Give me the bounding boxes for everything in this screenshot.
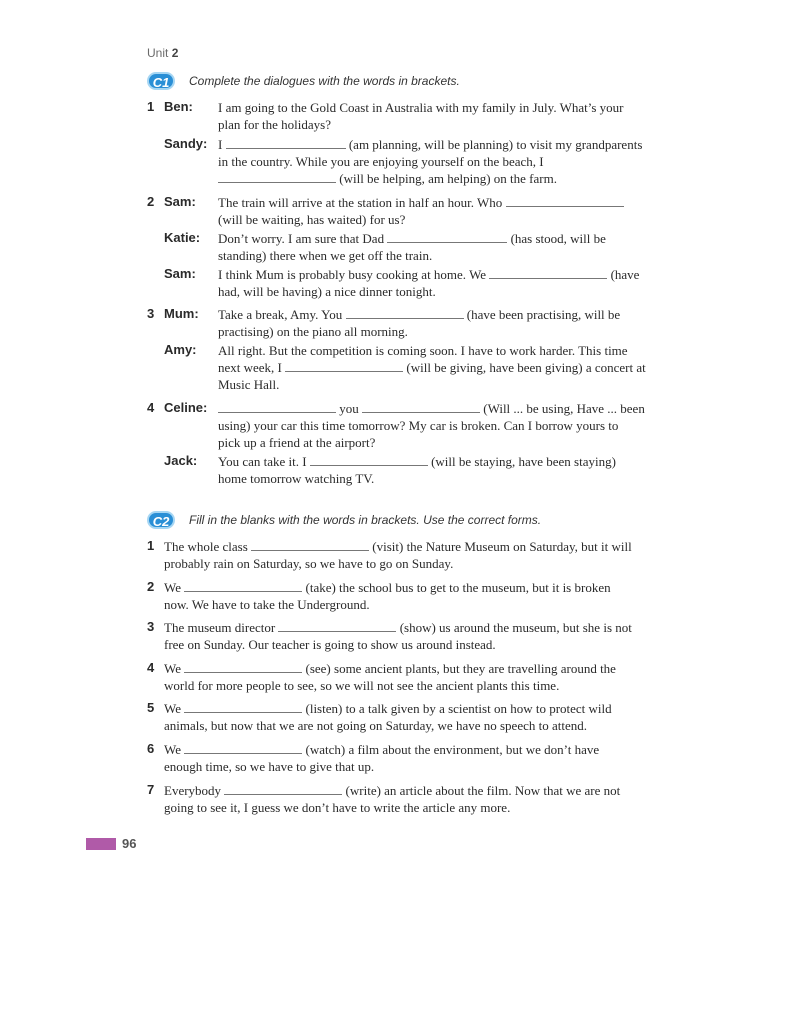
answer-blank[interactable] [184, 700, 302, 713]
dialogue-line: using) your car this time tomorrow? My car is broken. Can I borrow yours to [218, 418, 619, 433]
c2-item-number: 2 [147, 579, 155, 594]
exercise-line: The whole class (visit) the Nature Museum on Saturday, but it will [164, 539, 632, 554]
answer-blank[interactable] [489, 266, 607, 279]
exercise-line: We (take) the school bus to get to the museum, but it is broken [164, 580, 611, 595]
exercise-line: The museum director (show) us around the museum, but she is not [164, 620, 632, 635]
answer-blank[interactable] [362, 400, 480, 413]
answer-blank[interactable] [218, 400, 336, 413]
answer-blank[interactable] [506, 194, 624, 207]
speaker-mum: Mum: [164, 306, 199, 321]
speaker-katie: Katie: [164, 230, 201, 245]
dialogue-line: practising) on the piano all morning. [218, 324, 408, 339]
dialogue-line: had, will be having) a nice dinner tonight. [218, 284, 436, 299]
exercise-line: We (listen) to a talk given by a scientist on how to protect wild [164, 701, 612, 716]
dialogue-line: (will be helping, am helping) on the farm. [218, 170, 557, 187]
answer-blank[interactable] [285, 359, 403, 372]
speaker-sam: Sam: [164, 194, 196, 209]
dialogue-line: home tomorrow watching TV. [218, 471, 375, 486]
c2-instruction: Fill in the blanks with the words in brackets. Use the correct forms. [189, 513, 542, 527]
speaker-sam: Sam: [164, 266, 196, 281]
exercise-line: enough time, so we have to give that up. [164, 759, 375, 774]
dialogue-line: Take a break, Amy. You (have been practising, will be [218, 307, 621, 322]
answer-blank[interactable] [226, 136, 346, 149]
speaker-ben: Ben: [164, 99, 193, 114]
speaker-sandy: Sandy: [164, 136, 208, 151]
c1-item-number: 1 [147, 99, 155, 114]
dialogue-line: I am going to the Gold Coast in Australia with my family in July. What’s your [218, 100, 624, 115]
c2-item-number: 4 [147, 660, 155, 675]
answer-blank[interactable] [251, 538, 369, 551]
c2-item-number: 5 [147, 700, 155, 715]
dialogue-line: Music Hall. [218, 377, 280, 392]
speaker-celine: Celine: [164, 400, 208, 415]
dialogue-line: I think Mum is probably busy cooking at home. We (have [218, 267, 640, 282]
speaker-jack: Jack: [164, 453, 198, 468]
dialogue-line: You can take it. I (will be staying, have been staying) [218, 454, 616, 469]
dialogue-line: I (am planning, will be planning) to visit my grandparents [218, 137, 643, 152]
page-accent-bar [86, 838, 116, 850]
unit-heading [147, 46, 178, 60]
answer-blank[interactable] [310, 453, 428, 466]
answer-blank[interactable] [346, 306, 464, 319]
dialogue-line: plan for the holidays? [218, 117, 331, 132]
speaker-amy: Amy: [164, 342, 197, 357]
dialogue-line: standing) there when we get off the train. [218, 248, 433, 263]
dialogue-line: next week, I (will be giving, have been giving) a concert at [218, 360, 646, 375]
exercise-line: animals, but now that we are not going on Saturday, we have no speech to attend. [164, 718, 587, 733]
dialogue-line: Don’t worry. I am sure that Dad (has stood, will be [218, 231, 606, 246]
c1-item-number: 3 [147, 306, 155, 321]
c1-badge: C1 [147, 72, 175, 90]
c2-item-number: 7 [147, 782, 155, 797]
exercise-line: We (watch) a film about the environment, but we don’t have [164, 742, 600, 757]
exercise-line: free on Sunday. Our teacher is going to show us around instead. [164, 637, 496, 652]
exercise-line: probably rain on Saturday, so we have to go on Sunday. [164, 556, 454, 571]
unit-label: Unit [147, 46, 169, 60]
answer-blank[interactable] [278, 619, 396, 632]
dialogue-line: (will be waiting, has waited) for us? [218, 212, 406, 227]
unit-number: 2 [171, 46, 179, 60]
c2-badge: C2 [147, 511, 175, 529]
dialogue-line: The train will arrive at the station in half an hour. Who [218, 194, 624, 211]
c1-item-number: 4 [147, 400, 155, 415]
exercise-line: now. We have to take the Underground. [164, 597, 370, 612]
answer-blank[interactable] [184, 579, 302, 592]
dialogue-line: All right. But the competition is coming soon. I have to work harder. This time [218, 343, 628, 358]
c2-item-number: 1 [147, 538, 155, 553]
exercise-line: We (see) some ancient plants, but they are travelling around the [164, 661, 616, 676]
dialogue-line: in the country. While you are enjoying yourself on the beach, I [218, 154, 544, 169]
answer-blank[interactable] [218, 170, 336, 183]
section-c2-heading [147, 511, 541, 529]
exercise-line: going to see it, I guess we don’t have to write the article any more. [164, 800, 511, 815]
answer-blank[interactable] [387, 230, 507, 243]
exercise-line: Everybody (write) an article about the film. Now that we are not [164, 783, 621, 798]
section-c1-heading [147, 72, 460, 90]
answer-blank[interactable] [224, 782, 342, 795]
answer-blank[interactable] [184, 660, 302, 673]
exercise-line: world for more people to see, so we will not see the ancient plants this time. [164, 678, 560, 693]
c2-item-number: 6 [147, 741, 155, 756]
c1-instruction: Complete the dialogues with the words in brackets. [189, 74, 460, 88]
c2-item-number: 3 [147, 619, 155, 634]
page-number: 96 [122, 836, 137, 851]
answer-blank[interactable] [184, 741, 302, 754]
c1-item-number: 2 [147, 194, 155, 209]
dialogue-line: you (Will ... be using, Have ... been [218, 400, 645, 417]
dialogue-line: pick up a friend at the airport? [218, 435, 376, 450]
